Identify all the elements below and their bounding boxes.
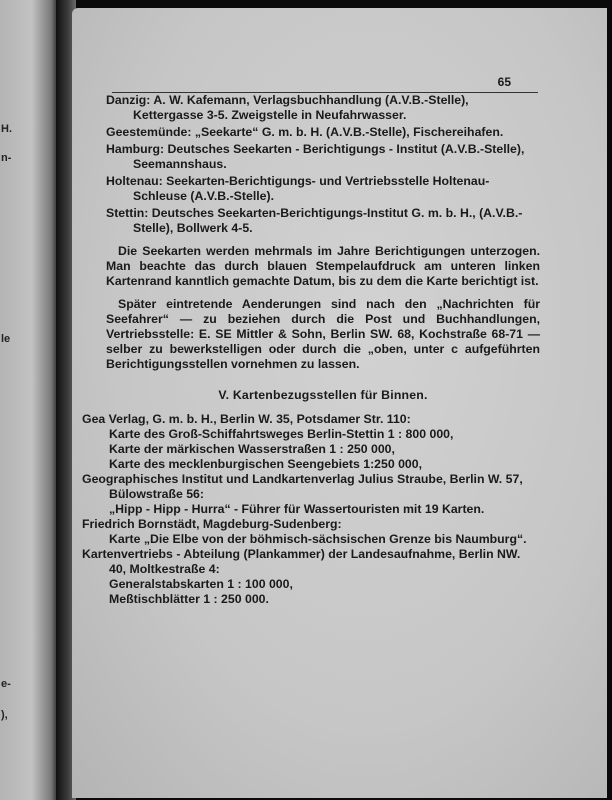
left-fragment: n- [1,152,12,164]
address-entry [106,142,540,172]
address-city: Geestemünde: [106,125,192,139]
address-city: Holtenau: [106,174,163,188]
left-fragment: H. [1,123,12,135]
publisher-name: Geographisches Institut und Landkartenverlag Julius Straube, Berlin W. 57, Bülowstraße 56: [82,472,523,501]
left-fragment: ), [1,709,8,721]
address-text: Deutsches Seekarten - Berichtigungs - Institut (A.V.B.-Stelle), Seemannshaus. [133,142,525,171]
publisher-name: Gea Verlag, G. m. b. H., Berlin W. 35, Potsdamer Str. 110: [82,412,411,426]
address-text: Deutsches Seekarten-Berichtigungs-Institut G. m. b. H., (A.V.B.-Stelle), Bollwerk 4-5. [133,206,523,235]
address-list [106,93,540,236]
address-city: Danzig: [106,93,151,107]
address-city: Hamburg: [106,142,165,156]
publisher-name: Kartenvertriebs - Abteilung (Plankammer) der Landesaufnahme, Berlin NW. 40, Moltkestraße 4: [82,547,521,576]
publisher-name: Friedrich Bornstädt, Magdeburg-Sudenberg: [82,517,342,531]
address-city: Stettin: [106,206,149,220]
publisher-list [82,412,540,607]
facing-page-edge [0,0,58,800]
publisher-item: „Hipp - Hipp - Hurra“ - Führer für Wassertouristen mit 19 Karten. [109,502,485,516]
publisher-item: Meßtischblätter 1 : 250 000. [109,592,269,606]
publisher-item: Karte „Die Elbe von der böhmisch-sächsischen Grenze bis Naumburg“. [109,532,527,546]
address-entry [106,125,540,140]
address-text: „Seekarte“ G. m. b. H. (A.V.B.-Stelle), Fischereihafen. [194,125,504,139]
left-fragment: e- [1,678,11,690]
left-fragment: le [1,333,11,345]
address-entry [106,206,540,236]
page-content [82,70,540,607]
address-text: Seekarten-Berichtigungs- und Vertriebsstelle Holtenau-Schleuse (A.V.B.-Stelle). [133,174,490,203]
publisher-item: Karte der märkischen Wasserstraßen 1 : 250 000, [109,442,395,456]
address-entry [106,93,540,123]
page-number: 65 [497,75,511,89]
book-page [72,8,607,798]
body-paragraph: Später eintretende Aenderungen sind nach den „Nachrichten für Seefahrer“ — zu beziehen durch die Post und Buchhandlungen, Vertriebsstelle: E. SE Mittler & Sohn, Berlin SW. 68, Kochstraße 68-71 — selber zu bewerkstelligen oder durch die „oben, unter c aufgeführten Berichtigungsstellen vornehmen zu lassen. [106,297,540,371]
address-text: A. W. Kafemann, Verlagsbuchhandlung (A.V.B.-Stelle), Kettergasse 3-5. Zweigstelle in Neufahrwasser. [133,93,469,122]
address-entry [106,174,540,204]
section-heading: V. Kartenbezugsstellen für Binnen. [218,388,428,402]
publisher-item: Generalstabskarten 1 : 100 000, [109,577,293,591]
publisher-item: Karte des mecklenburgischen Seengebiets 1:250 000, [109,457,423,471]
body-paragraph: Die Seekarten werden mehrmals im Jahre Berichtigungen unterzogen. Man beachte das durch blauen Stempelaufdruck am unteren linken Kartenrand kanntlich gemachte Datum, bis zu dem die Karte berichtigt ist. [106,244,540,288]
publisher-item: Karte des Groß-Schiffahrtsweges Berlin-Stettin 1 : 800 000, [109,427,454,441]
